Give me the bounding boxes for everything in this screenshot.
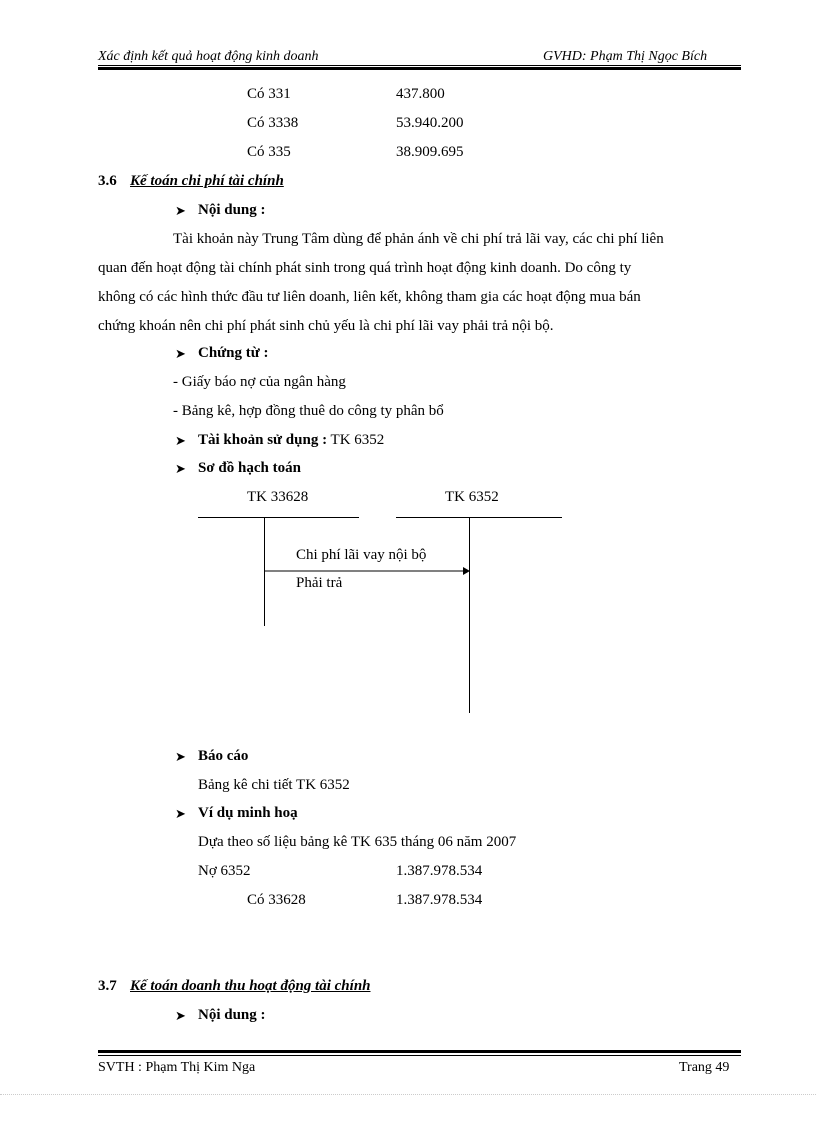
example-account: Nợ 6352 (198, 863, 251, 879)
paragraph-line: không có các hình thức đầu tư liên doanh, liên kết, không tham gia các hoạt động mua bán (98, 289, 641, 305)
section-number: 3.6 (98, 173, 117, 189)
entry-account: Có 335 (247, 144, 291, 160)
arrow-label: Phải trả (296, 575, 343, 591)
footer-page-number: Trang 49 (679, 1060, 730, 1075)
right-t-account-bar (396, 517, 562, 518)
report-text: Bảng kê chi tiết TK 6352 (198, 777, 350, 793)
diagram-right-account: TK 6352 (445, 489, 499, 505)
transfer-arrow (264, 565, 472, 577)
example-heading: Ví dụ minh hoạ (198, 805, 298, 821)
header-right: GVHD: Phạm Thị Ngọc Bích (543, 49, 708, 64)
section-title: Kế toán doanh thu hoạt động tài chính (130, 978, 371, 994)
entry-amount: 53.940.200 (396, 115, 464, 131)
bullet-arrow-icon: ➤ (175, 203, 186, 218)
entry-account: Có 3338 (247, 115, 299, 131)
content-heading: Nội dung : (198, 1007, 266, 1023)
section-number: 3.7 (98, 978, 117, 994)
report-heading: Báo cáo (198, 748, 249, 764)
arrow-label: Chi phí lãi vay nội bộ (296, 547, 427, 563)
document-item: - Bảng kê, hợp đồng thuê do công ty phân bổ (173, 403, 444, 419)
entry-amount: 38.909.695 (396, 144, 464, 160)
example-amount: 1.387.978.534 (396, 863, 483, 879)
entry-amount: 437.800 (396, 86, 445, 102)
bullet-arrow-icon: ➤ (175, 1008, 186, 1023)
bullet-arrow-icon: ➤ (175, 749, 186, 764)
paragraph-line: Tài khoản này Trung Tâm dùng để phản ánh về chi phí trả lãi vay, các chi phí liên (173, 231, 664, 247)
diagram-left-account: TK 33628 (247, 489, 309, 505)
footer-left: SVTH : Phạm Thị Kim Nga (98, 1060, 256, 1075)
account-heading: Tài khoản sử dụng : (198, 432, 328, 448)
account-value: TK 6352 (330, 432, 385, 448)
bullet-arrow-icon: ➤ (175, 806, 186, 821)
example-text: Dựa theo số liệu bảng kê TK 635 tháng 06 năm 2007 (198, 834, 517, 850)
diagram-heading: Sơ đồ hạch toán (198, 460, 301, 476)
content-heading: Nội dung : (198, 202, 266, 218)
account-line (198, 432, 384, 449)
paragraph-line: chứng khoán nên chi phí phát sinh chủ yếu là chi phí lãi vay phải trả nội bộ. (98, 318, 554, 334)
page-edge-divider (0, 1094, 816, 1095)
entry-account: Có 331 (247, 86, 291, 102)
example-amount: 1.387.978.534 (396, 892, 483, 908)
right-t-account-stem (469, 518, 470, 713)
header-rule (98, 65, 741, 70)
bullet-arrow-icon: ➤ (175, 346, 186, 361)
documents-heading: Chứng từ : (198, 345, 269, 361)
document-item: - Giấy báo nợ của ngân hàng (173, 374, 346, 390)
paragraph-line: quan đến hoạt động tài chính phát sinh trong quá trình hoạt động kinh doanh. Do công ty (98, 260, 632, 276)
header-left: Xác định kết quả hoạt động kinh doanh (98, 49, 319, 64)
left-t-account-bar (198, 517, 359, 518)
bullet-arrow-icon: ➤ (175, 461, 186, 476)
bullet-arrow-icon: ➤ (175, 433, 186, 448)
section-title: Kế toán chi phí tài chính (130, 173, 284, 189)
footer-rule (98, 1050, 741, 1056)
content-paragraph (98, 225, 741, 341)
example-account: Có 33628 (247, 892, 306, 908)
